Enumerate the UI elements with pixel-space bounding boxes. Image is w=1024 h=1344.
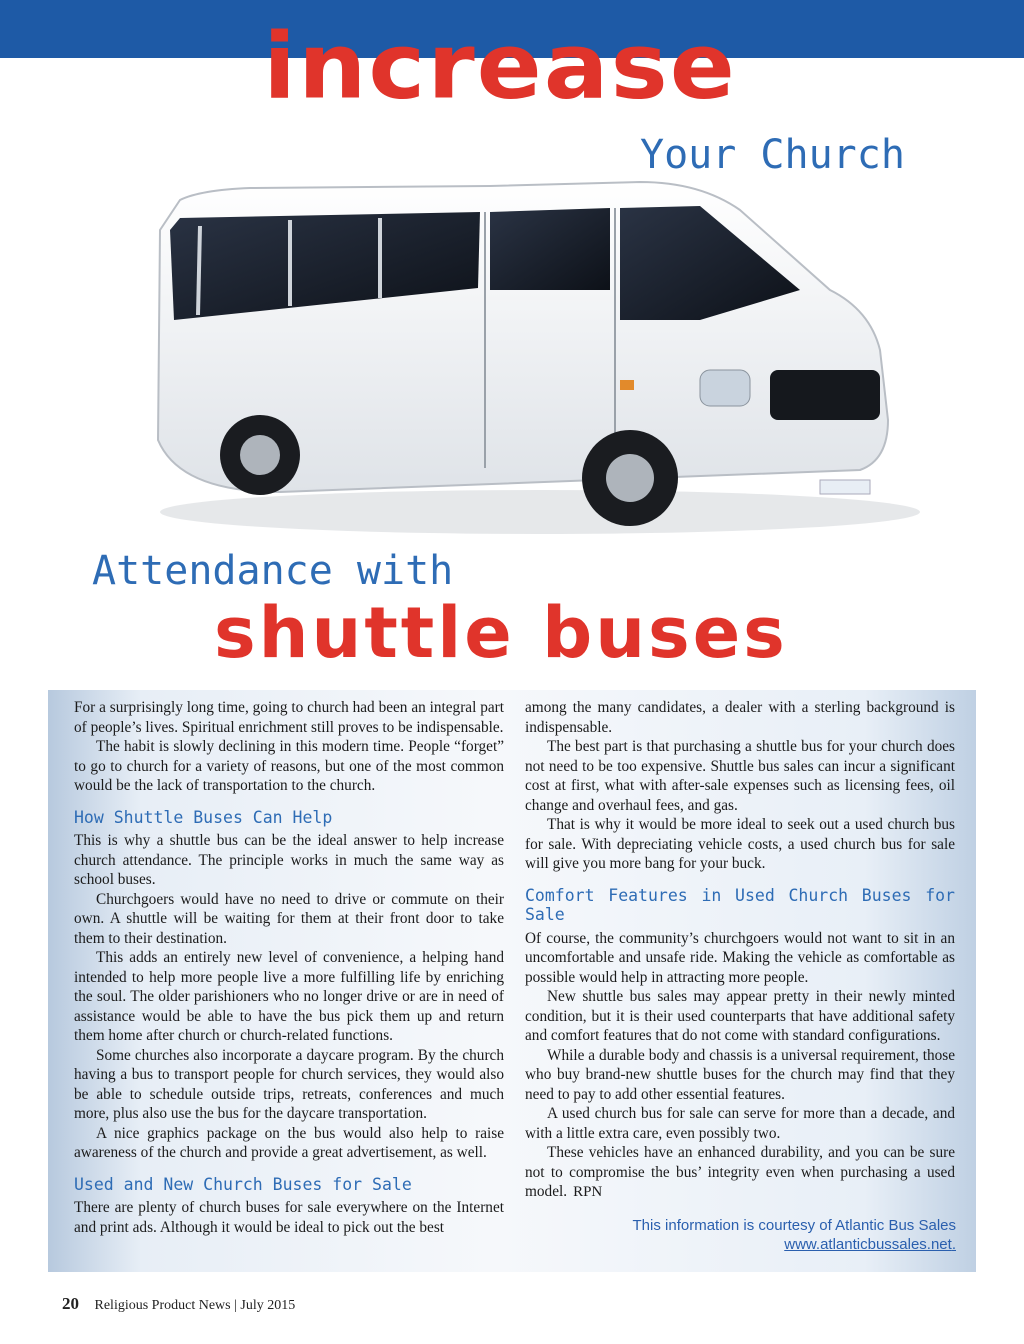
courtesy-credit: [560, 1216, 956, 1254]
paragraph: Of course, the community’s churchgoers would not want to sit in an uncomfortable and unsafe ride. Making the vehicle as comfortable as possible would help in attracting more people.: [525, 929, 955, 986]
article-right-column: [525, 698, 955, 1203]
paragraph: While a durable body and chassis is a universal requirement, those who buy brand-new shuttle buses for the church may find that they need to pay to add other essential features.: [525, 1046, 955, 1103]
headline-your-church: Your Church: [640, 132, 905, 178]
publication-info: Religious Product News | July 2015: [94, 1298, 296, 1313]
credit-text: This information is courtesy of Atlantic Bus Sales: [632, 1217, 956, 1234]
page-footer: [62, 1294, 295, 1314]
website-link-text: www.atlanticbussales.net: [784, 1236, 952, 1253]
paragraph: among the many candidates, a dealer with a sterling background is indispensable.: [525, 699, 955, 736]
paragraph: A nice graphics package on the bus would also help to raise awareness of the church and provide a great advertisement, as well.: [74, 1124, 504, 1161]
paragraph: There are plenty of church buses for sale everywhere on the Internet and print ads. Although it would be ideal to pick out the best: [74, 1199, 504, 1236]
shuttle-bus-image: [140, 120, 920, 560]
website-link[interactable]: [560, 1235, 956, 1254]
headline-attendance-with: Attendance with: [92, 548, 454, 594]
paragraph: Churchgoers would have no need to drive or commute on their own. A shuttle will be waiting for them at their front door to take them to their destination.: [74, 890, 504, 947]
section-heading: Comfort Features in Used Church Buses for Sale: [525, 885, 955, 924]
section-heading: How Shuttle Buses Can Help: [74, 807, 333, 827]
paragraph: The habit is slowly declining in this modern time. People “forget” to go to church for a variety of reasons, but one of the most common would be the lack of transportation to the church.: [74, 738, 504, 794]
paragraph: This is why a shuttle bus can be the ideal answer to help increase church attendance. The principle works in much the same way as school buses.: [74, 832, 504, 888]
link-period: .: [951, 1236, 956, 1253]
paragraph: Some churches also incorporate a daycare program. By the church having a bus to transport people for church services, they would also be able to schedule outside trips, retreats, conferences and much more, plus also use the bus for the daycare transportation.: [74, 1046, 504, 1122]
headline-shuttle-buses: shuttle buses: [214, 592, 788, 674]
paragraph: [525, 1143, 955, 1203]
paragraph-text: These vehicles have an enhanced durability, and you can be sure not to compromise the bus’ integrity even when purchasing a used model.: [525, 1144, 955, 1200]
article-left-column: [74, 698, 504, 1237]
section-heading: Used and New Church Buses for Sale: [74, 1174, 412, 1194]
paragraph: This adds an entirely new level of convenience, a helping hand intended to help more people live a more fulfilling life by enriching the soul. The older parishioners who no longer drive or are in need of assistance would be able to have the bus pick them up and return them home after church or church-related functions.: [74, 949, 504, 1044]
paragraph: The best part is that purchasing a shuttle bus for your church does not need to be too expensive. Shuttle bus sales can incur a significant cost at first, what with after-sale expenses such as licensing fees, oil change and overhaul fees, and gas.: [525, 738, 955, 814]
paragraph: That is why it would be more ideal to seek out a used church bus for sale. With depreciating vehicle costs, a used church bus for sale will give you more bang for your buck.: [525, 816, 955, 872]
paragraph: New shuttle bus sales may appear pretty in their newly minted condition, but it is their used counterparts that have additional safety and comfort features that do not come with standard configurations.: [525, 988, 955, 1044]
paragraph: A used church bus for sale can serve for more than a decade, and with a little extra care, even possibly two.: [525, 1105, 955, 1142]
headline-increase: increase: [263, 12, 737, 120]
paragraph: For a surprisingly long time, going to church had been an integral part of people’s lives. Spiritual enrichment still proves to be indispensable.: [74, 699, 504, 736]
rpn-signoff: RPN: [573, 1184, 603, 1200]
page-number: 20: [62, 1294, 79, 1313]
